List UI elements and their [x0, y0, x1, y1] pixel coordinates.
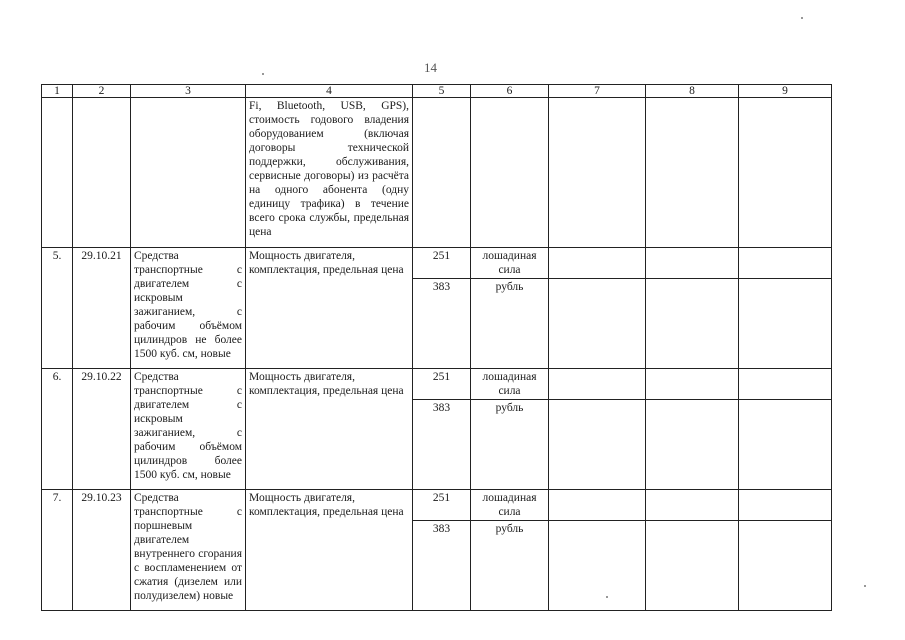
scan-speck — [801, 17, 803, 19]
unit-code: 383 — [413, 521, 471, 611]
document-table-wrapper — [41, 84, 831, 611]
scan-speck — [262, 73, 264, 75]
item-characteristics: Мощность двигателя, комплектация, предельная цена — [246, 369, 413, 490]
table-row — [42, 490, 832, 521]
header-col-4: 4 — [246, 85, 413, 98]
item-characteristics: Мощность двигателя, комплектация, предельная цена — [246, 490, 413, 611]
continuation-characteristics: Fi, Bluetooth, USB, GPS), стоимость годового владения оборудованием (включая договоры технической поддержки, обслуживания, сервисные договоры) из расчёта на одного абонента (одну единицу трафика) в течение всего срока службы, предельная цена — [246, 98, 413, 248]
scan-speck — [864, 585, 866, 587]
unit-code: 251 — [413, 248, 471, 279]
header-col-8: 8 — [646, 85, 739, 98]
table-row — [42, 369, 832, 400]
table-row — [42, 248, 832, 279]
header-col-3: 3 — [131, 85, 246, 98]
unit-name: рубль — [471, 279, 549, 369]
item-name: Средства транспортные с двигателем с искровым зажиганием, с рабочим объёмом цилиндров не более 1500 куб. см, новые — [131, 248, 246, 369]
row-number: 5. — [42, 248, 73, 369]
unit-name: рубль — [471, 400, 549, 490]
okpd-code: 29.10.22 — [73, 369, 131, 490]
header-col-9: 9 — [739, 85, 832, 98]
header-col-1: 1 — [42, 85, 73, 98]
row-number: 7. — [42, 490, 73, 611]
unit-name: лошадиная сила — [471, 369, 549, 400]
page-number: 14 — [424, 60, 437, 75]
row-number: 6. — [42, 369, 73, 490]
item-name: Средства транспортные с двигателем с искровым зажиганием, с рабочим объёмом цилиндров более 1500 куб. см, новые — [131, 369, 246, 490]
unit-name: лошадиная сила — [471, 248, 549, 279]
continuation-row — [42, 98, 832, 248]
header-col-7: 7 — [549, 85, 646, 98]
item-name: Средства транспортные с поршневым двигателем внутреннего сгорания с воспламенением от сжатия (дизелем или полудизелем) новые — [131, 490, 246, 611]
item-characteristics: Мощность двигателя, комплектация, предельная цена — [246, 248, 413, 369]
unit-name: лошадиная сила — [471, 490, 549, 521]
header-col-5: 5 — [413, 85, 471, 98]
document-table — [41, 84, 832, 611]
okpd-code: 29.10.21 — [73, 248, 131, 369]
unit-code: 251 — [413, 490, 471, 521]
okpd-code: 29.10.23 — [73, 490, 131, 611]
unit-code: 383 — [413, 279, 471, 369]
scan-speck — [606, 596, 608, 598]
header-col-6: 6 — [471, 85, 549, 98]
header-row — [42, 85, 832, 98]
header-col-2: 2 — [73, 85, 131, 98]
unit-name: рубль — [471, 521, 549, 611]
unit-code: 251 — [413, 369, 471, 400]
unit-code: 383 — [413, 400, 471, 490]
